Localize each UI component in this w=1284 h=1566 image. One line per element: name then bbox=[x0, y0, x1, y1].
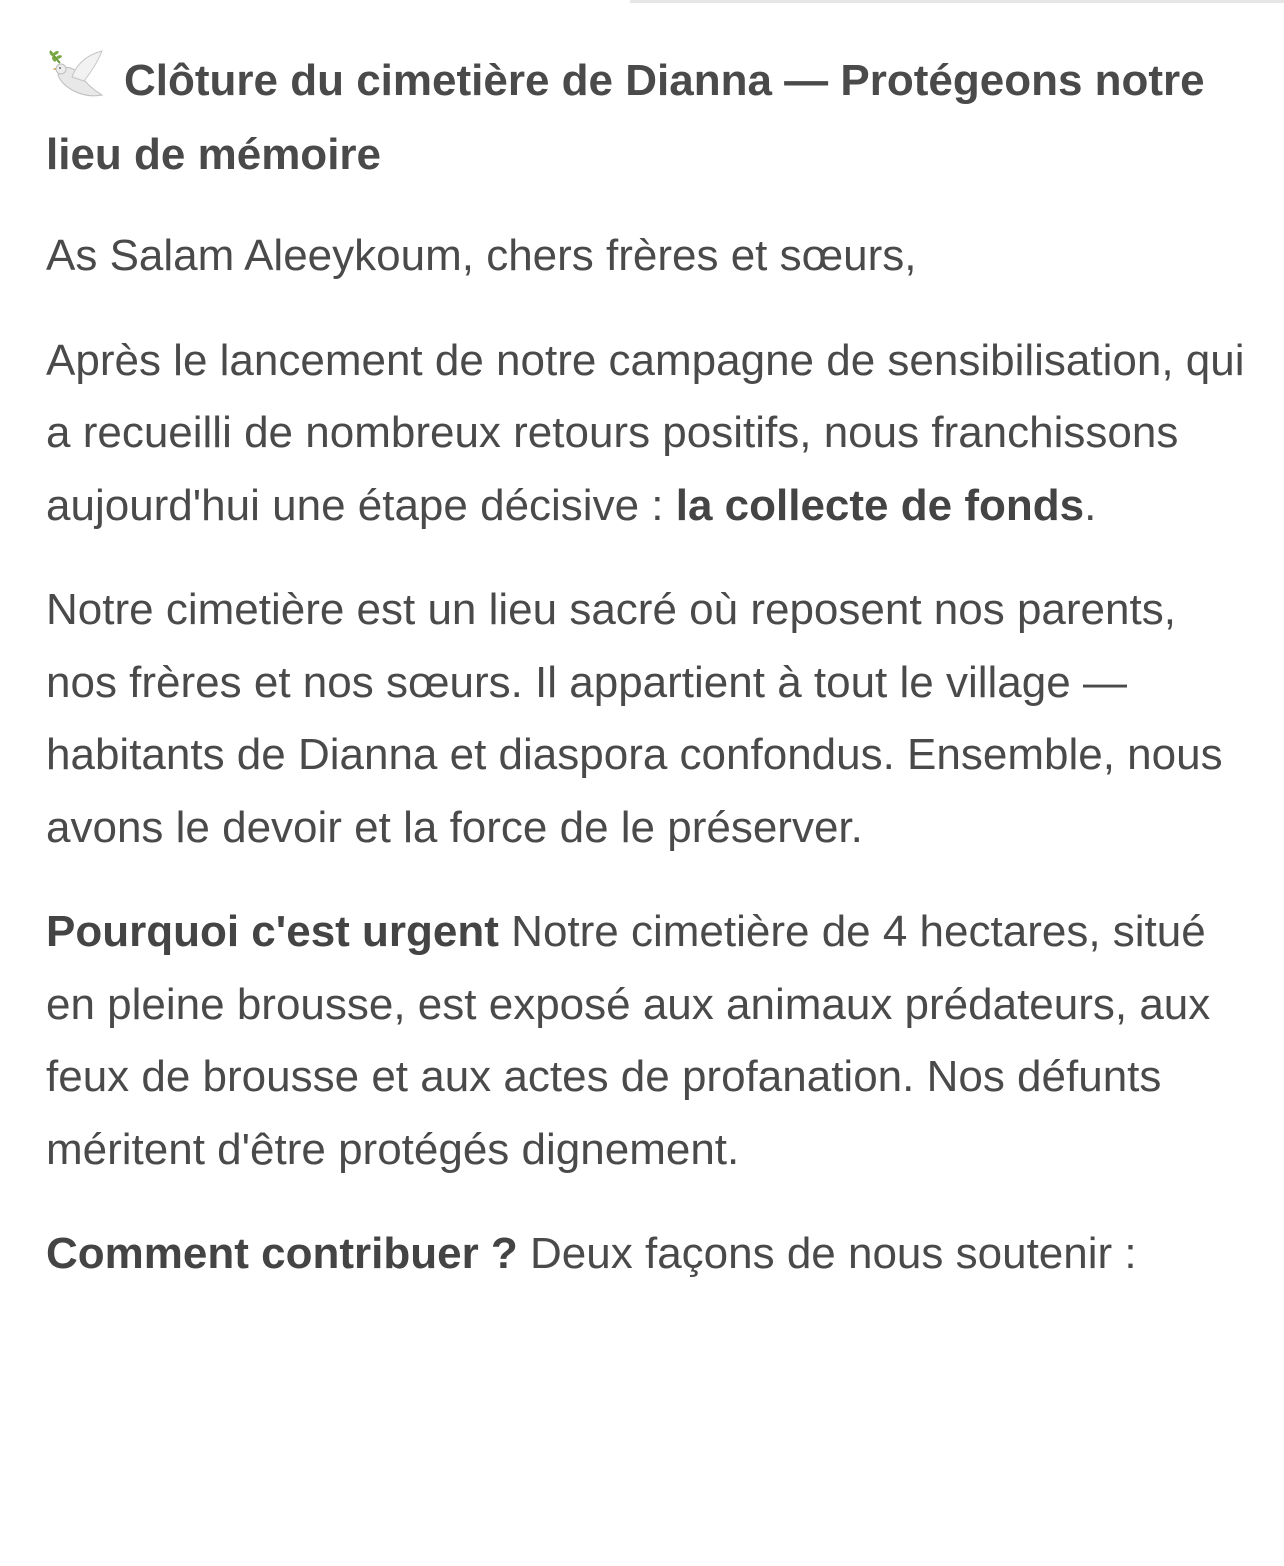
paragraph-urgent-text: Notre cimetière de 4 hectares, situé en pleine brousse, est exposé aux animaux prédateurs, aux feux de brousse et aux actes de profanation. Nos défunts méritent d'être protégés dignement. bbox=[46, 907, 1211, 1174]
paragraph-campaign-text: Après le lancement de notre campagne de sensibilisation, qui a recueilli de nombreux retours positifs, nous franchissons aujourd'hui une étape décisive : bbox=[46, 335, 1245, 530]
paragraph-contribute-text: Deux façons de nous soutenir : bbox=[517, 1229, 1137, 1278]
paragraph-contribute-heading: Comment contribuer ? bbox=[46, 1229, 518, 1278]
dove-icon bbox=[46, 47, 108, 103]
paragraph-contribute bbox=[46, 1218, 1246, 1291]
paragraph-campaign bbox=[46, 325, 1246, 543]
greeting: As Salam Aleeykoum, chers frères et sœurs, bbox=[46, 231, 917, 280]
article-title bbox=[46, 44, 1246, 192]
paragraph-sacred: Notre cimetière est un lieu sacré où reposent nos parents, nos frères et nos sœurs. Il appartient à tout le village — habitants de Dianna et diaspora confondus. Ensemble, nous avons le devoir et la force de le préserver. bbox=[46, 585, 1223, 852]
article-title-text: Clôture du cimetière de Dianna — Protégeons notre lieu de mémoire bbox=[46, 56, 1205, 179]
paragraph-urgent bbox=[46, 896, 1246, 1186]
paragraph-urgent-heading: Pourquoi c'est urgent bbox=[46, 907, 499, 956]
article-body bbox=[46, 44, 1246, 1323]
paragraph-campaign-bold: la collecte de fonds bbox=[675, 480, 1085, 530]
paragraph-campaign-end: . bbox=[1084, 480, 1097, 530]
top-divider bbox=[630, 0, 1284, 3]
